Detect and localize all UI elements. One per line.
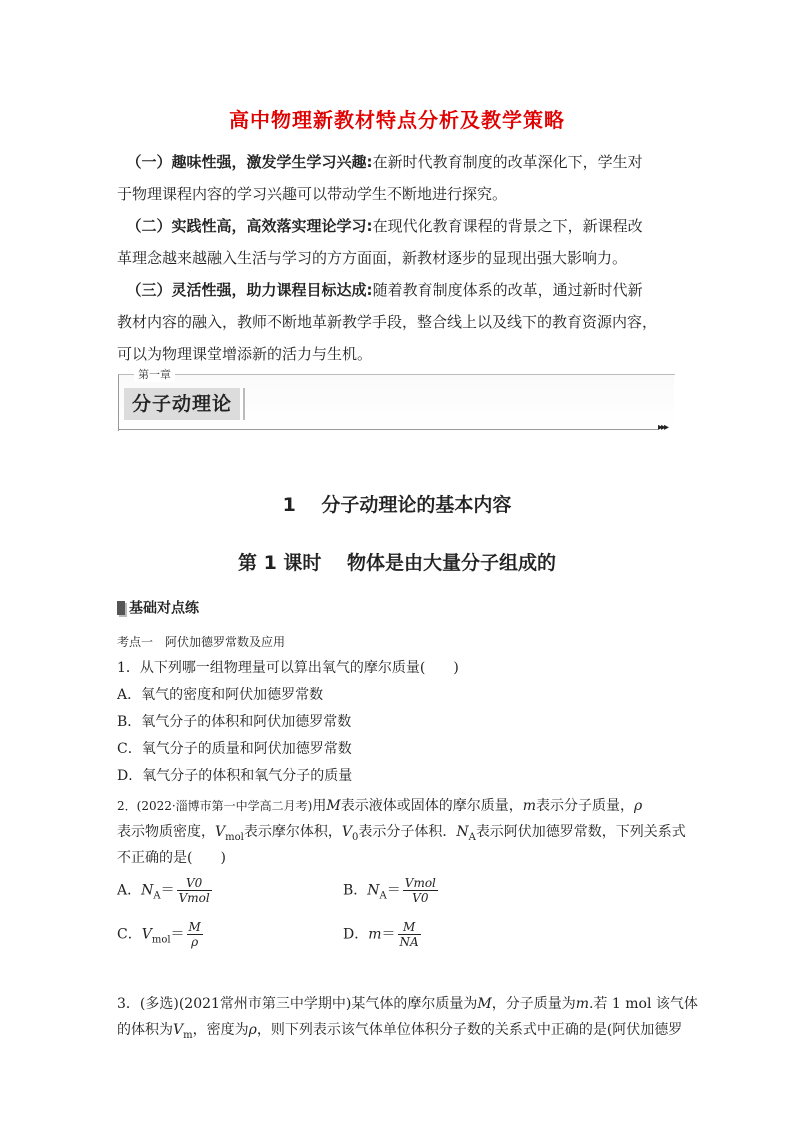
intro-lead-2: （二）实践性高，高效落实理论学习: xyxy=(126,217,373,235)
lesson-title: 第 1 课时 物体是由大量分子组成的 xyxy=(237,552,557,574)
q2-line-1: 2．(2022·淄博市第一中学高二月考)用M表示液体或固体的摩尔质量，m表示分子质量，ρ xyxy=(117,798,643,814)
arrows-icon: ▸▸▸ xyxy=(658,422,668,433)
intro-text-3c: 可以为物理课堂增添新的活力与生机。 xyxy=(117,345,373,363)
section-title: 1 分子动理论的基本内容 xyxy=(282,494,512,516)
q2-option-b: B．$N_A=$ $\frac{\text{Vmol}}{V0}$ xyxy=(343,876,436,905)
q2-line-3: 不正确的是( ) xyxy=(117,850,226,866)
practice-header: 基础对点练 xyxy=(117,597,199,617)
intro-text-2b: 革理念越来越融入生活与学习的方方面面，新教材逐步的显现出强大影响力。 xyxy=(117,249,628,267)
intro-paragraph-2 xyxy=(117,210,679,274)
q1-option-b: B．氧气分子的体积和阿伏加德罗常数 xyxy=(117,714,352,730)
q2-option-c: C．$V_{mol}=$ $\frac{M}{\rho}$ xyxy=(117,920,201,949)
intro-text-2a: 在现代化教育课程的背景之下，新课程改 xyxy=(372,217,643,235)
q3-line-1: 3．(多选)(2021常州市第三中学期中)某气体的摩尔质量为M，分子质量为m.若 1 mol 该气体 xyxy=(117,996,698,1012)
intro-text-3a: 随着教育制度体系的改革，通过新时代新 xyxy=(372,281,643,299)
chapter-banner xyxy=(118,366,678,432)
q2-option-d: D．m＝ $\frac{M}{NA}$ xyxy=(343,920,419,949)
q1-option-d: D．氧气分子的体积和氧气分子的质量 xyxy=(117,768,353,784)
topic-heading: 考点一 阿伏加德罗常数及应用 xyxy=(117,635,286,649)
section-marker-icon xyxy=(117,601,125,615)
intro-paragraph-3 xyxy=(117,274,679,370)
intro-lead-1: （一）趣味性强，激发学生学习兴趣: xyxy=(126,153,373,171)
chapter-label: 第一章 xyxy=(134,366,175,382)
chapter-title-box xyxy=(124,388,243,420)
q2-line-2: 表示物质密度，$V_{mol}$表示摩尔体积，$V_0$表示分子体积．$N_A$表示阿伏加德罗常数，下列关系式 xyxy=(117,824,686,843)
page-title: 高中物理新教材特点分析及教学策略 xyxy=(229,108,565,132)
q2-option-a: A．$N_A=$ $\frac{V0}{\text{Vmol}}$ xyxy=(117,876,210,905)
intro-text-1a: 在新时代教育制度的改革深化下，学生对 xyxy=(372,153,643,171)
intro-lead-3: （三）灵活性强，助力课程目标达成: xyxy=(126,281,373,299)
intro-text-1b: 于物理课程内容的学习兴趣可以带动学生不断地进行探究。 xyxy=(117,185,508,203)
q1-stem: 1．从下列哪一组物理量可以算出氧气的摩尔质量( ) xyxy=(117,660,459,676)
q1-option-a: A．氧气的密度和阿伏加德罗常数 xyxy=(117,687,324,703)
intro-paragraph-1 xyxy=(117,146,679,210)
q3-line-2: 的体积为$V_m$，密度为ρ，则下列表示该气体单位体积分子数的关系式中正确的是(阿伏加德罗 xyxy=(117,1022,683,1041)
chapter-title: 分子动理论 xyxy=(132,393,233,415)
intro-text-3b: 教材内容的融入，教师不断地革新教学手段，整合线上以及线下的教育资源内容， xyxy=(117,313,658,331)
q1-option-c: C．氧气分子的质量和阿伏加德罗常数 xyxy=(117,741,352,757)
